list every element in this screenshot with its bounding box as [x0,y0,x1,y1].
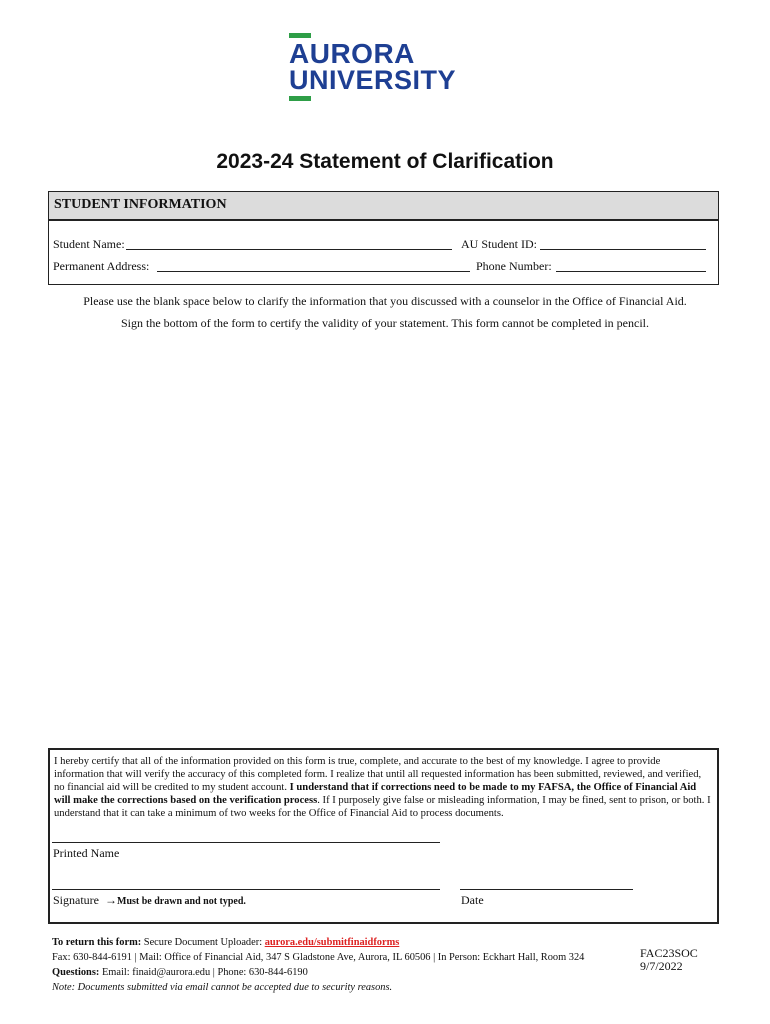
student-id-label: AU Student ID: [461,237,537,251]
fax-mail-line: Fax: 630-844-6191 | Mail: Office of Financial Aid, 347 S Gladstone Ave, Aurora, IL 60506 | In Person: Eckhart Hall, Room 324 [52,952,585,963]
instructions-line-1: Please use the blank space below to clarify the information that you discussed with a counselor in the Office of Financial Aid. [83,294,687,308]
phone-number-field[interactable] [556,271,706,272]
printed-name-field[interactable] [52,842,440,843]
questions-text: Email: finaid@aurora.edu | Phone: 630-844-6190 [99,967,308,978]
phone-number-label: Phone Number: [476,259,552,273]
date-label: Date [461,893,484,907]
uploader-link[interactable]: aurora.edu/submitfinaidforms [264,937,400,948]
permanent-address-label: Permanent Address: [53,259,150,273]
signature-note: Must be drawn and not typed. [117,896,246,907]
signature-label-group [53,893,246,908]
logo-line-2: UNIVERSITY [289,65,457,95]
permanent-address-field[interactable] [157,271,470,272]
student-id-field[interactable] [540,249,706,250]
logo-bottom-bar [289,96,311,101]
form-code: FAC23SOC [640,946,698,960]
page-title: 2023-24 Statement of Clarification [216,150,554,173]
student-name-label: Student Name: [53,237,125,251]
form-date: 9/7/2022 [640,959,683,973]
return-label: To return this form: [52,937,142,948]
signature-field[interactable] [52,889,440,890]
certification-text-part-2: . If I purposely give false or misleading information, I may be fined, sent to prison, or both. I understand that it can take a minimum of two weeks for the Office of Financial Aid to process documents. [54,795,711,819]
instructions-line-2: Sign the bottom of the form to certify the validity of your statement. This form cannot be completed in pencil. [121,316,649,330]
right-arrow-icon: → [105,893,117,907]
aurora-university-logo [289,33,479,103]
printed-name-label: Printed Name [53,846,120,860]
certification-text-part-1: I hereby certify that all of the information provided on this form is true, complete, and accurate to the best of my knowledge. I agree to provide information that will verify the accuracy of this completed form. I realize that until all requested information has been submitted, reviewed, and verified, no financial aid will be credited to my student account. [54,756,702,793]
student-name-field[interactable] [126,249,452,250]
form-code-block [640,947,698,973]
certification-text [54,755,712,820]
footer [52,935,584,995]
questions-label: Questions: [52,967,100,978]
clarification-space[interactable] [48,340,719,740]
student-information-header: STUDENT INFORMATION [49,192,718,221]
return-instructions [52,935,584,950]
security-note: Note: Documents submitted via email cannot be accepted due to security reasons. [52,982,393,993]
questions-line [52,965,584,980]
date-field[interactable] [460,889,633,890]
signature-label: Signature [53,893,99,907]
logo-line-1: AURORA [289,38,415,69]
return-text: Secure Document Uploader: [141,937,265,948]
certification-text-bold: I understand that if corrections need to be made to my FAFSA, the Office of Financial Aid will make the corrections based on the verification process [54,782,697,806]
